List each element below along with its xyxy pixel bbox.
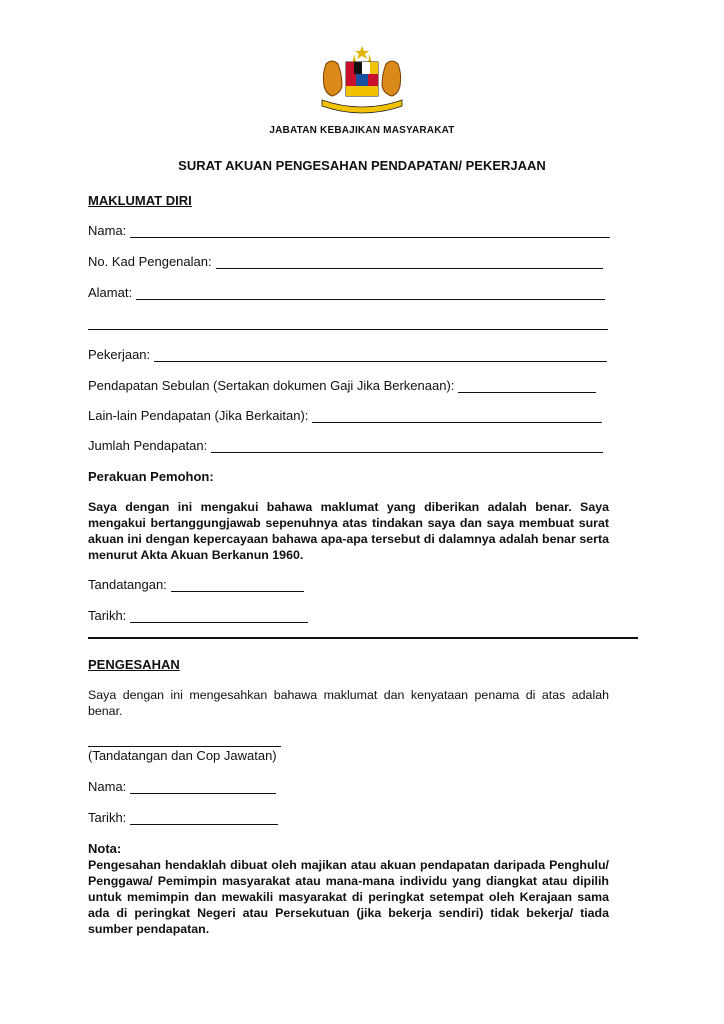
department-name: JABATAN KEBAJIKAN MASYARAKAT (269, 125, 455, 136)
verification-name (88, 779, 276, 794)
field-other-income-label: Lain-lain Pendapatan (Jika Berkaitan): (88, 408, 309, 423)
field-monthly-income-label: Pendapatan Sebulan (Sertakan dokumen Gaji Jika Berkenaan): (88, 378, 455, 393)
declaration-date-label: Tarikh: (88, 608, 127, 623)
field-address-line-2[interactable] (88, 316, 608, 330)
note-text: Pengesahan hendaklah dibuat oleh majikan atau akuan pendapatan daripada Penghulu/ Penggawa/ Pemimpin masyarakat atau mana-mana individu yang diangkat atau dipilih untuk memimpin dan mewakili masyarakat di peringkat setempat oleh Kerajaan sama ada di peringkat Negeri atau Persekutuan (jika bekerja sendiri) tidak bekerja/ tiada sumber pendapatan. (88, 858, 609, 936)
section-heading-personal-info: MAKLUMAT DIRI (88, 193, 192, 208)
declaration-date-line[interactable] (130, 609, 308, 623)
field-total-income-label: Jumlah Pendapatan: (88, 438, 208, 453)
declaration-signature-line[interactable] (171, 578, 304, 592)
verification-signature-caption: (Tandatangan dan Cop Jawatan) (88, 748, 277, 763)
field-occupation-label: Pekerjaan: (88, 347, 151, 362)
declaration-signature (88, 577, 304, 592)
field-total-income-line[interactable] (211, 439, 603, 453)
field-address (88, 285, 605, 300)
section-divider (88, 637, 638, 639)
verification-date-line[interactable] (130, 811, 278, 825)
field-address-label: Alamat: (88, 285, 133, 300)
verification-date (88, 810, 278, 825)
section-heading-verification: PENGESAHAN (88, 657, 180, 672)
document-title: SURAT AKUAN PENGESAHAN PENDAPATAN/ PEKERJAAN (178, 158, 546, 173)
declaration-heading: Perakuan Pemohon: (88, 469, 214, 484)
field-ic-label: No. Kad Pengenalan: (88, 254, 212, 269)
field-name-label: Nama: (88, 223, 127, 238)
field-monthly-income-line[interactable] (458, 379, 596, 393)
declaration-text: Saya dengan ini mengakui bahawa maklumat yang diberikan adalah benar. Saya mengakui bertanggungjawab sepenuhnya atas tindakan saya dan saya membuat surat akuan ini dengan kepercayaan bahawa apa-apa tersebut di dalamnya adalah benar serta menurut Akta Akuan Berkanun 1960. (88, 500, 609, 562)
field-monthly-income (88, 378, 596, 393)
field-occupation (88, 347, 607, 362)
field-occupation-line[interactable] (154, 348, 607, 362)
note-heading: Nota: (88, 841, 122, 856)
declaration-signature-label: Tandatangan: (88, 577, 167, 592)
verification-signature-line[interactable] (88, 733, 281, 747)
declaration-date (88, 608, 308, 623)
verification-date-label: Tarikh: (88, 810, 127, 825)
verification-text: Saya dengan ini mengesahkan bahawa maklumat dan kenyataan penama di atas adalah benar. (88, 688, 609, 718)
coat-of-arms-logo (312, 44, 412, 114)
field-name-line[interactable] (130, 224, 610, 238)
verification-name-label: Nama: (88, 779, 127, 794)
field-ic (88, 254, 603, 269)
verification-name-line[interactable] (130, 780, 276, 794)
field-other-income (88, 408, 602, 423)
field-other-income-line[interactable] (312, 409, 602, 423)
field-address-line[interactable] (136, 286, 605, 300)
field-name (88, 223, 610, 238)
field-total-income (88, 438, 603, 453)
field-ic-line[interactable] (216, 255, 603, 269)
